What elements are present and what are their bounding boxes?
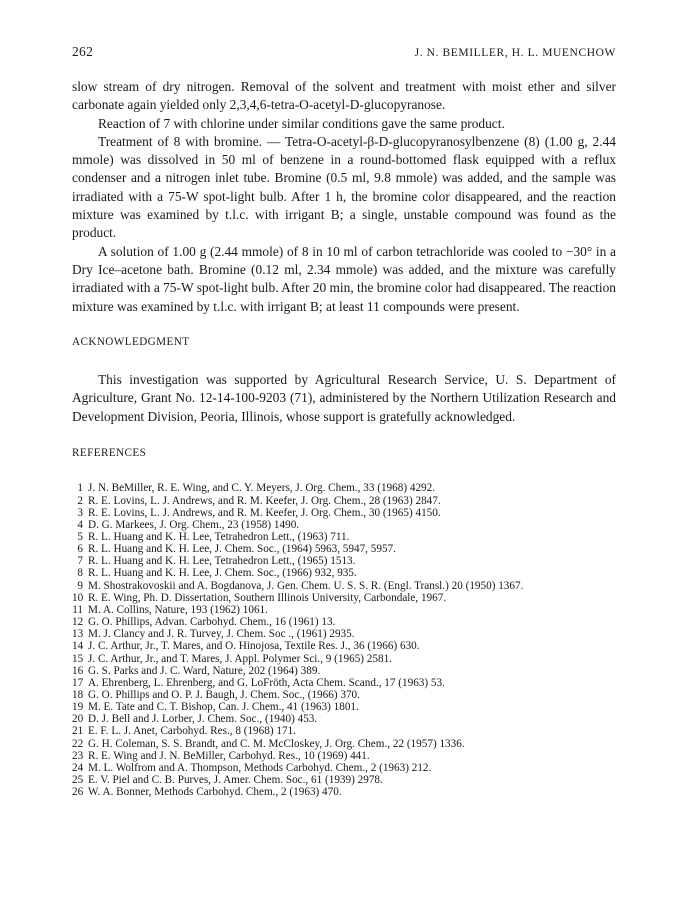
reference-item <box>72 543 616 555</box>
reference-number: 20 <box>72 713 84 726</box>
reference-item <box>72 750 616 762</box>
reference-number: 22 <box>72 737 84 750</box>
paragraph-treatment-bromine: Treatment of 8 with bromine. — Tetra-O-acetyl-β-D-glucopyranosylbenzene (8) (1.00 g, 2.44 mmole) was dissolved in 50 ml of benzene in a round-bottomed flask equipped with a reflux condenser and a nitrogen inlet tube. Bromine (0.5 ml, 9.8 mmole) was added, and the sample was irradiated with a 75-W spot-light bulb. After 1 h, the bromine color disappeared, and the reaction mixture was examined by t.l.c. with irrigant B; a single, unstable compound was found as the product. <box>72 133 616 241</box>
reference-number: 2 <box>77 494 83 507</box>
reference-number: 9 <box>77 579 83 592</box>
reference-item <box>72 701 616 713</box>
reference-text: D. J. Bell and J. Lorber, J. Chem. Soc., (1940) 453. <box>88 713 318 726</box>
reference-number: 1 <box>77 482 83 495</box>
reference-item <box>72 665 616 677</box>
reference-item <box>72 640 616 652</box>
reference-text: D. G. Markees, J. Org. Chem., 23 (1958) 1490. <box>88 518 300 531</box>
reference-text: M. Shostrakovoskii and A. Bogdanova, J. Gen. Chem. U. S. S. R. (Engl. Transl.) 20 (1950) 1367. <box>88 579 524 592</box>
reference-number: 15 <box>72 652 84 665</box>
reference-text: R. E. Lovins, L. J. Andrews, and R. M. Keefer, J. Org. Chem., 28 (1963) 2847. <box>88 494 441 507</box>
reference-text: G. S. Parks and J. C. Ward, Nature, 202 (1964) 389. <box>88 664 321 677</box>
reference-number: 25 <box>72 774 84 787</box>
reference-text: R. L. Huang and K. H. Lee, Tetrahedron Lett., (1963) 711. <box>88 530 350 543</box>
reference-text: R. E. Wing, Ph. D. Dissertation, Southern Illinois University, Carbondale, 1967. <box>88 591 447 604</box>
reference-item <box>72 531 616 543</box>
reference-item <box>72 495 616 507</box>
running-head-authors: J. N. BEMILLER, H. L. MUENCHOW <box>414 47 616 59</box>
reference-text: G. O. Phillips, Advan. Carbohyd. Chem., 16 (1961) 13. <box>88 616 336 629</box>
reference-text: M. A. Collins, Nature, 193 (1962) 1061. <box>88 603 268 616</box>
reference-item <box>72 604 616 616</box>
reference-item <box>72 677 616 689</box>
reference-number: 26 <box>72 786 84 799</box>
reference-item <box>72 567 616 579</box>
reference-text: W. A. Bonner, Methods Carbohyd. Chem., 2 (1963) 470. <box>88 786 342 799</box>
reference-item <box>72 653 616 665</box>
reference-text: R. L. Huang and K. H. Lee, J. Chem. Soc., (1966) 932, 935. <box>88 567 357 580</box>
reference-number: 24 <box>72 761 84 774</box>
article-body <box>72 78 616 798</box>
reference-text: R. L. Huang and K. H. Lee, J. Chem. Soc., (1964) 5963, 5947, 5957. <box>88 543 396 556</box>
reference-text: R. L. Huang and K. H. Lee, Tetrahedron Lett., (1965) 1513. <box>88 555 356 568</box>
reference-item <box>72 725 616 737</box>
reference-text: G. O. Phillips and O. P. J. Baugh, J. Chem. Soc., (1966) 370. <box>88 689 360 701</box>
reference-number: 6 <box>77 543 83 556</box>
reference-number: 3 <box>77 506 83 519</box>
reference-item <box>72 628 616 640</box>
reference-text: M. J. Clancy and J. R. Turvey, J. Chem. Soc ., (1961) 2935. <box>88 628 355 641</box>
reference-item <box>72 786 616 798</box>
reference-number: 21 <box>72 725 84 738</box>
running-header <box>72 44 616 60</box>
reference-number: 5 <box>77 530 83 543</box>
reference-item <box>72 738 616 750</box>
reference-text: J. N. BeMiller, R. E. Wing, and C. Y. Meyers, J. Org. Chem., 33 (1968) 4292. <box>88 482 436 495</box>
reference-item <box>72 482 616 494</box>
reference-item <box>72 713 616 725</box>
reference-number: 19 <box>72 701 84 714</box>
reference-text: A. Ehrenberg, L. Ehrenberg, and G. LoFröth, Acta Chem. Scand., 17 (1963) 53. <box>88 676 445 689</box>
paragraph-continued: slow stream of dry nitrogen. Removal of the solvent and treatment with moist ether and silver carbonate again yielded only 2,3,4,6-tetra-O-acetyl-D-glucopyranose. <box>72 79 616 113</box>
reference-number: 23 <box>72 749 84 762</box>
references-heading: REFERENCES <box>72 447 147 460</box>
reference-number: 17 <box>72 676 84 689</box>
reference-item <box>72 519 616 531</box>
reference-item <box>72 762 616 774</box>
reference-list <box>72 482 616 798</box>
reference-item <box>72 580 616 592</box>
page-number: 262 <box>72 44 94 59</box>
acknowledgment-text: This investigation was supported by Agricultural Research Service, U. S. Department of Agriculture, Grant No. 12-14-100-9203 (71), administered by the Northern Utilization Research and Development Division, Peoria, Illinois, whose support is gratefully acknowledged. <box>72 372 616 424</box>
reference-number: 18 <box>72 689 84 701</box>
acknowledgment-heading: ACKNOWLEDGMENT <box>72 335 190 348</box>
paragraph-solution: A solution of 1.00 g (2.44 mmole) of 8 in 10 ml of carbon tetrachloride was cooled to −30° in a Dry Ice–acetone bath. Bromine (0.12 ml, 2.34 mmole) was added, and the mixture was carefully irradiated with a 75-W spot-light bulb. After 20 min, the bromine color had disappeared. The reaction mixture was examined by t.l.c. with irrigant B; at least 11 compounds were present. <box>72 243 616 314</box>
reference-number: 4 <box>77 518 83 531</box>
reference-text: J. C. Arthur, Jr., T. Mares, and O. Hinojosa, Textile Res. J., 36 (1966) 630. <box>88 640 420 653</box>
reference-number: 12 <box>72 616 84 629</box>
reference-item <box>72 555 616 567</box>
reference-text: G. H. Coleman, S. S. Brandt, and C. M. McCloskey, J. Org. Chem., 22 (1957) 1336. <box>88 737 465 750</box>
reference-text: M. L. Wolfrom and A. Thompson, Methods Carbohyd. Chem., 2 (1963) 212. <box>88 761 432 774</box>
reference-item <box>72 507 616 519</box>
reference-number: 14 <box>72 640 84 653</box>
reference-text: R. E. Lovins, L. J. Andrews, and R. M. Keefer, J. Org. Chem., 30 (1965) 4150. <box>88 506 441 519</box>
paragraph-chlorine: Reaction of 7 with chlorine under similar conditions gave the same product. <box>98 115 505 131</box>
reference-item <box>72 616 616 628</box>
reference-number: 11 <box>72 603 83 616</box>
reference-number: 7 <box>77 555 83 568</box>
reference-text: M. E. Tate and C. T. Bishop, Can. J. Chem., 41 (1963) 1801. <box>88 701 359 714</box>
reference-text: J. C. Arthur, Jr., and T. Mares, J. Appl. Polymer Sci., 9 (1965) 2581. <box>88 652 392 665</box>
reference-text: R. E. Wing and J. N. BeMiller, Carbohyd. Res., 10 (1969) 441. <box>88 749 370 762</box>
reference-number: 10 <box>72 591 84 604</box>
reference-text: E. V. Piel and C. B. Purves, J. Amer. Chem. Soc., 61 (1939) 2978. <box>88 774 383 787</box>
reference-number: 16 <box>72 664 84 677</box>
reference-number: 13 <box>72 628 84 641</box>
reference-item <box>72 689 616 701</box>
reference-text: E. F. L. J. Anet, Carbohyd. Res., 8 (1968) 171. <box>88 725 296 738</box>
reference-number: 8 <box>77 567 83 580</box>
reference-item <box>72 774 616 786</box>
reference-item <box>72 592 616 604</box>
